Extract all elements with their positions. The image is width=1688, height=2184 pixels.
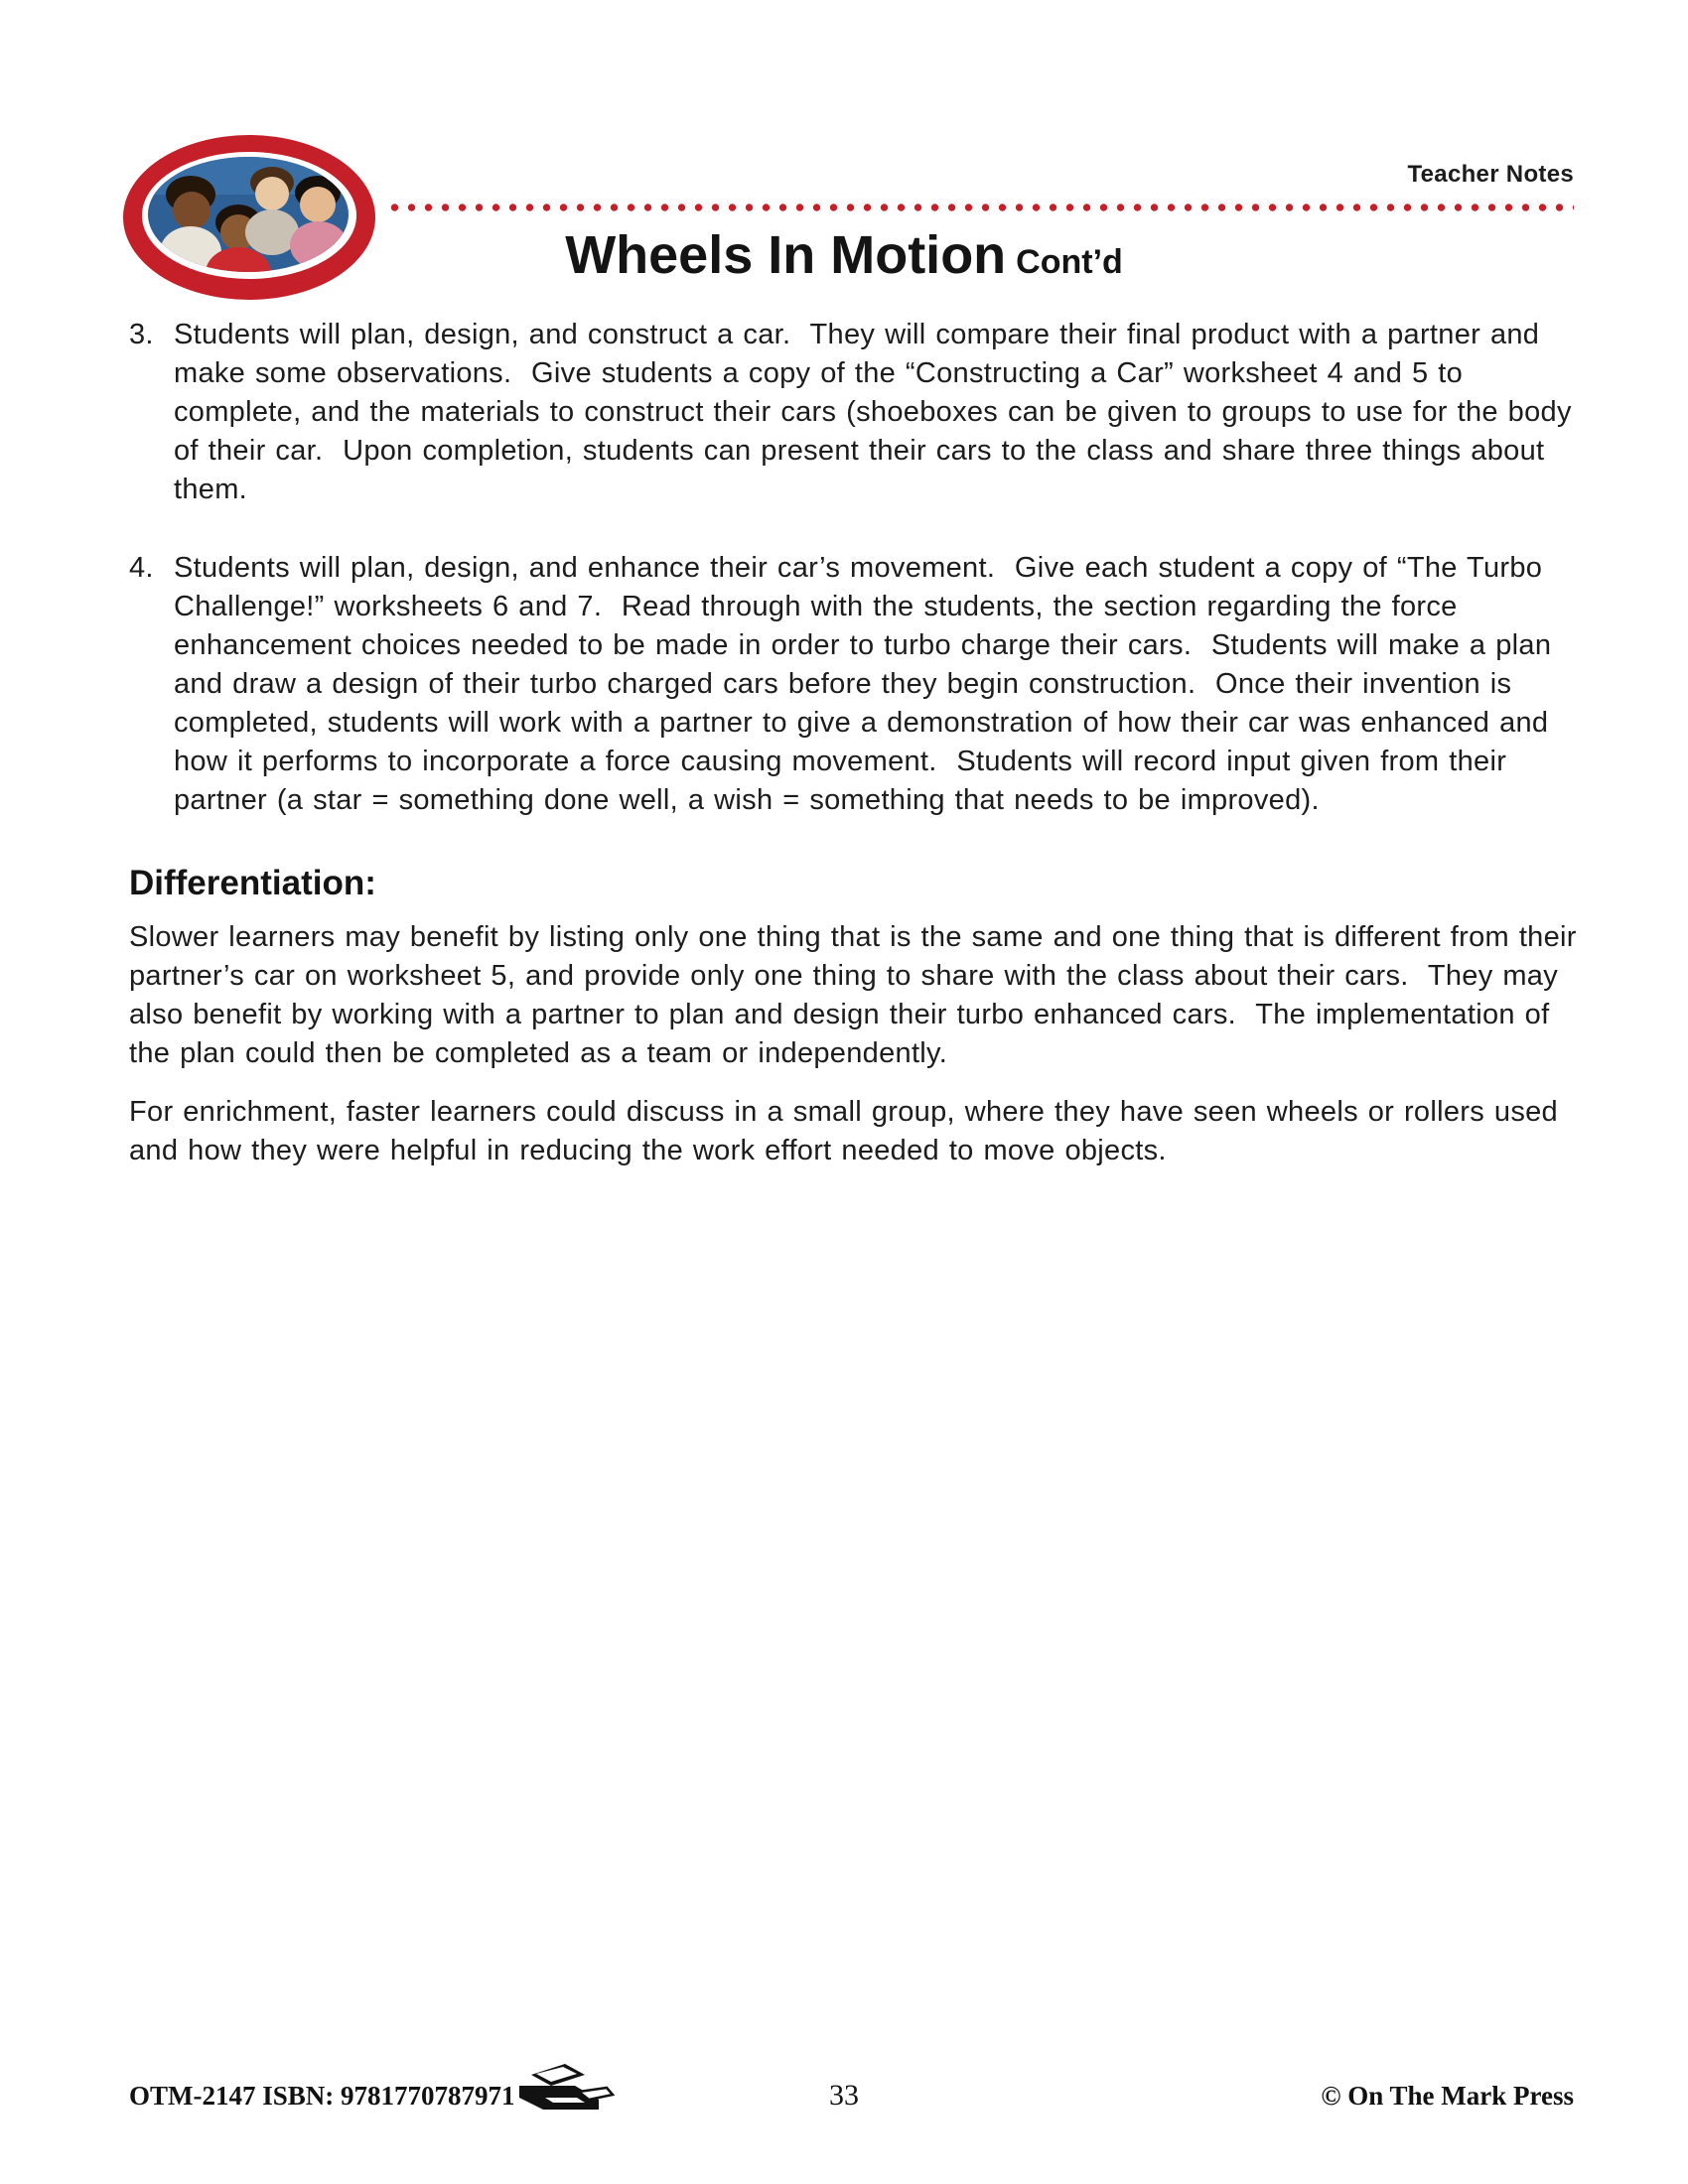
footer-isbn: OTM-2147 ISBN: 9781770787971 (129, 2081, 515, 2111)
body-content (129, 316, 1587, 1190)
list-item-number: 4. (129, 552, 154, 584)
enrichment-paragraph: For enrichment, faster learners could discuss in a small group, where they have seen wheels or rollers used and how they were helpful in reducing the work effort needed to move objects. (129, 1096, 1568, 1166)
header-label: Teacher Notes (1407, 161, 1574, 188)
differentiation-paragraph: Slower learners may benefit by listing only one thing that is the same and one thing that is different from their partner’s car on worksheet 5, and provide only one thing to share with the class about their cars. They may also benefit by working with a partner to plan and design their turbo enhanced cars. The implementation of the plan could then be completed as a team or independently. (129, 921, 1587, 1069)
page-title-main: Wheels In Motion (565, 225, 1007, 285)
list-item (129, 549, 1577, 820)
list-item (129, 316, 1582, 509)
list-item-number: 3. (129, 319, 154, 350)
page-title (0, 224, 1688, 286)
list-item-text: Students will plan, design, and enhance their car’s movement. Give each student a copy of “The Turbo Challenge!” worksheets 6 and 7. Read through with the students, the section regarding the force enhancement choices needed to be made in order to turbo charge their cars. Students will make a plan and draw a design of their turbo charged cars before they begin construction. Once their invention is completed, students will work with a partner to give a demonstration of how their car was enhanced and how it performs to incorporate a force causing movement. Students will record input given from their partner (a star = something done well, a wish = something that needs to be improved). (174, 552, 1562, 816)
page-title-suffix: Cont’d (1016, 243, 1123, 281)
page-number: 33 (829, 2079, 859, 2112)
footer-copyright: © On The Mark Press (1321, 2081, 1574, 2111)
list-item-text: Students will plan, design, and construct a car. They will compare their final product with a partner and make some observations. Give students a copy of the “Constructing a Car” worksheet 4 and 5 to complete, and the materials to construct their cars (shoeboxes can be given to groups to use for the body of their car. Upon completion, students can present their cars to the class and share three things about them. (174, 319, 1582, 505)
differentiation-heading: Differentiation: (129, 864, 376, 902)
red-dotted-divider (386, 202, 1574, 213)
